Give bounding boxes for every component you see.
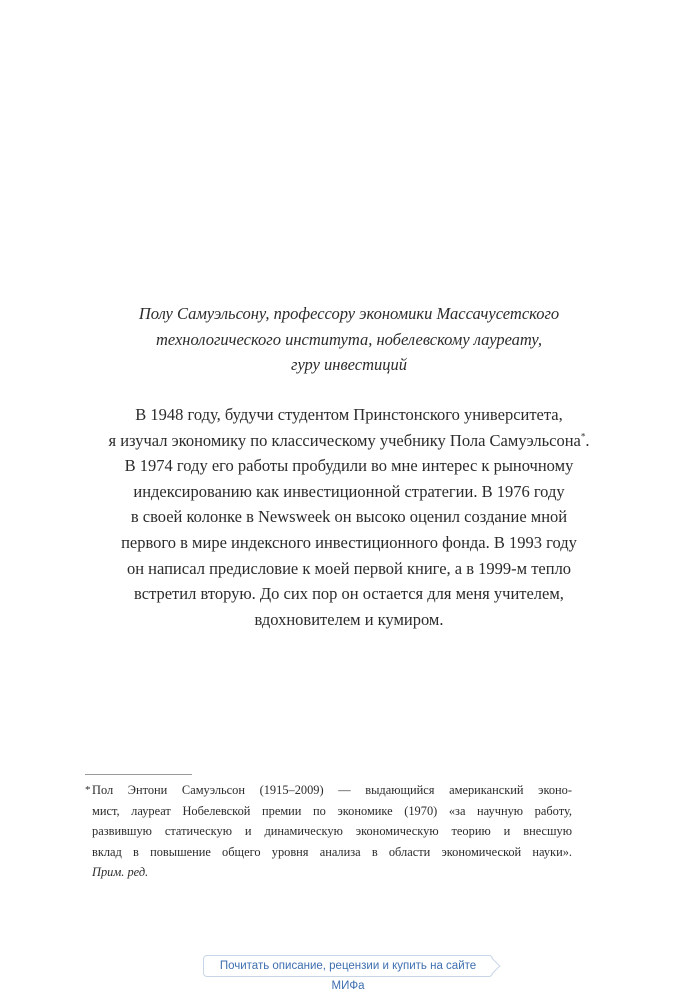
sentence-period: . bbox=[585, 430, 590, 450]
paragraph-line: В 1948 году, будучи студентом Принстонского университета, bbox=[135, 405, 563, 424]
paragraph-line: в своей колонке в Newsweek он высоко оценил создание мной bbox=[130, 507, 568, 527]
promo-pointer-icon bbox=[484, 958, 501, 975]
paragraph-line-with-footnote bbox=[0, 428, 698, 454]
dedication-line: технологического института, нобелевскому лауреату, bbox=[155, 329, 543, 349]
paragraph-line-text: я изучал экономику по классическому учебнику Пола Самуэльсона bbox=[108, 430, 581, 450]
footnote-line: Пол Энтони Самуэльсон (1915–2009) — выдающийся американский эконо- bbox=[92, 783, 572, 797]
footnote bbox=[85, 780, 572, 883]
paragraph-line: встретил вторую. До сих пор он остается для меня учителем, bbox=[134, 584, 564, 604]
dedication-line: гуру инвестиций bbox=[291, 355, 407, 374]
footnote-divider bbox=[85, 774, 192, 775]
footnote-marker: * bbox=[85, 784, 91, 796]
main-paragraph bbox=[0, 402, 698, 632]
footnote-reference[interactable]: * bbox=[580, 431, 586, 442]
paragraph-line: индексированию как инвестиционной стратегии. В 1976 году bbox=[133, 481, 565, 501]
paragraph-line: он написал предисловие к моей первой книге, а в 1999-м тепло bbox=[126, 558, 572, 578]
footnote-line: развившую статическую и динамическую экономическую теорию и внесшую bbox=[92, 824, 572, 838]
dedication bbox=[0, 301, 698, 378]
paragraph-line: В 1974 году его работы пробудили во мне интерес к рыночному bbox=[124, 456, 574, 476]
footnote-line: мист, лауреат Нобелевской премии по экономике (1970) «за научную работу, bbox=[92, 803, 572, 818]
promo-link-label: Почитать описание, рецензии и купить на сайте МИФа bbox=[219, 960, 477, 992]
paragraph-line: вдохновителем и кумиром. bbox=[254, 609, 444, 629]
paragraph-line: первого в мире индексного инвестиционного фонда. В 1993 году bbox=[121, 532, 577, 552]
dedication-line: Полу Самуэльсону, профессору экономики Массачусетского bbox=[138, 304, 560, 323]
promo-link-button[interactable] bbox=[203, 955, 493, 992]
footnote-line: вклад в повышение общего уровня анализа в области экономической науки». bbox=[92, 844, 572, 859]
footnote-editor-note: Прим. ред. bbox=[92, 865, 149, 879]
